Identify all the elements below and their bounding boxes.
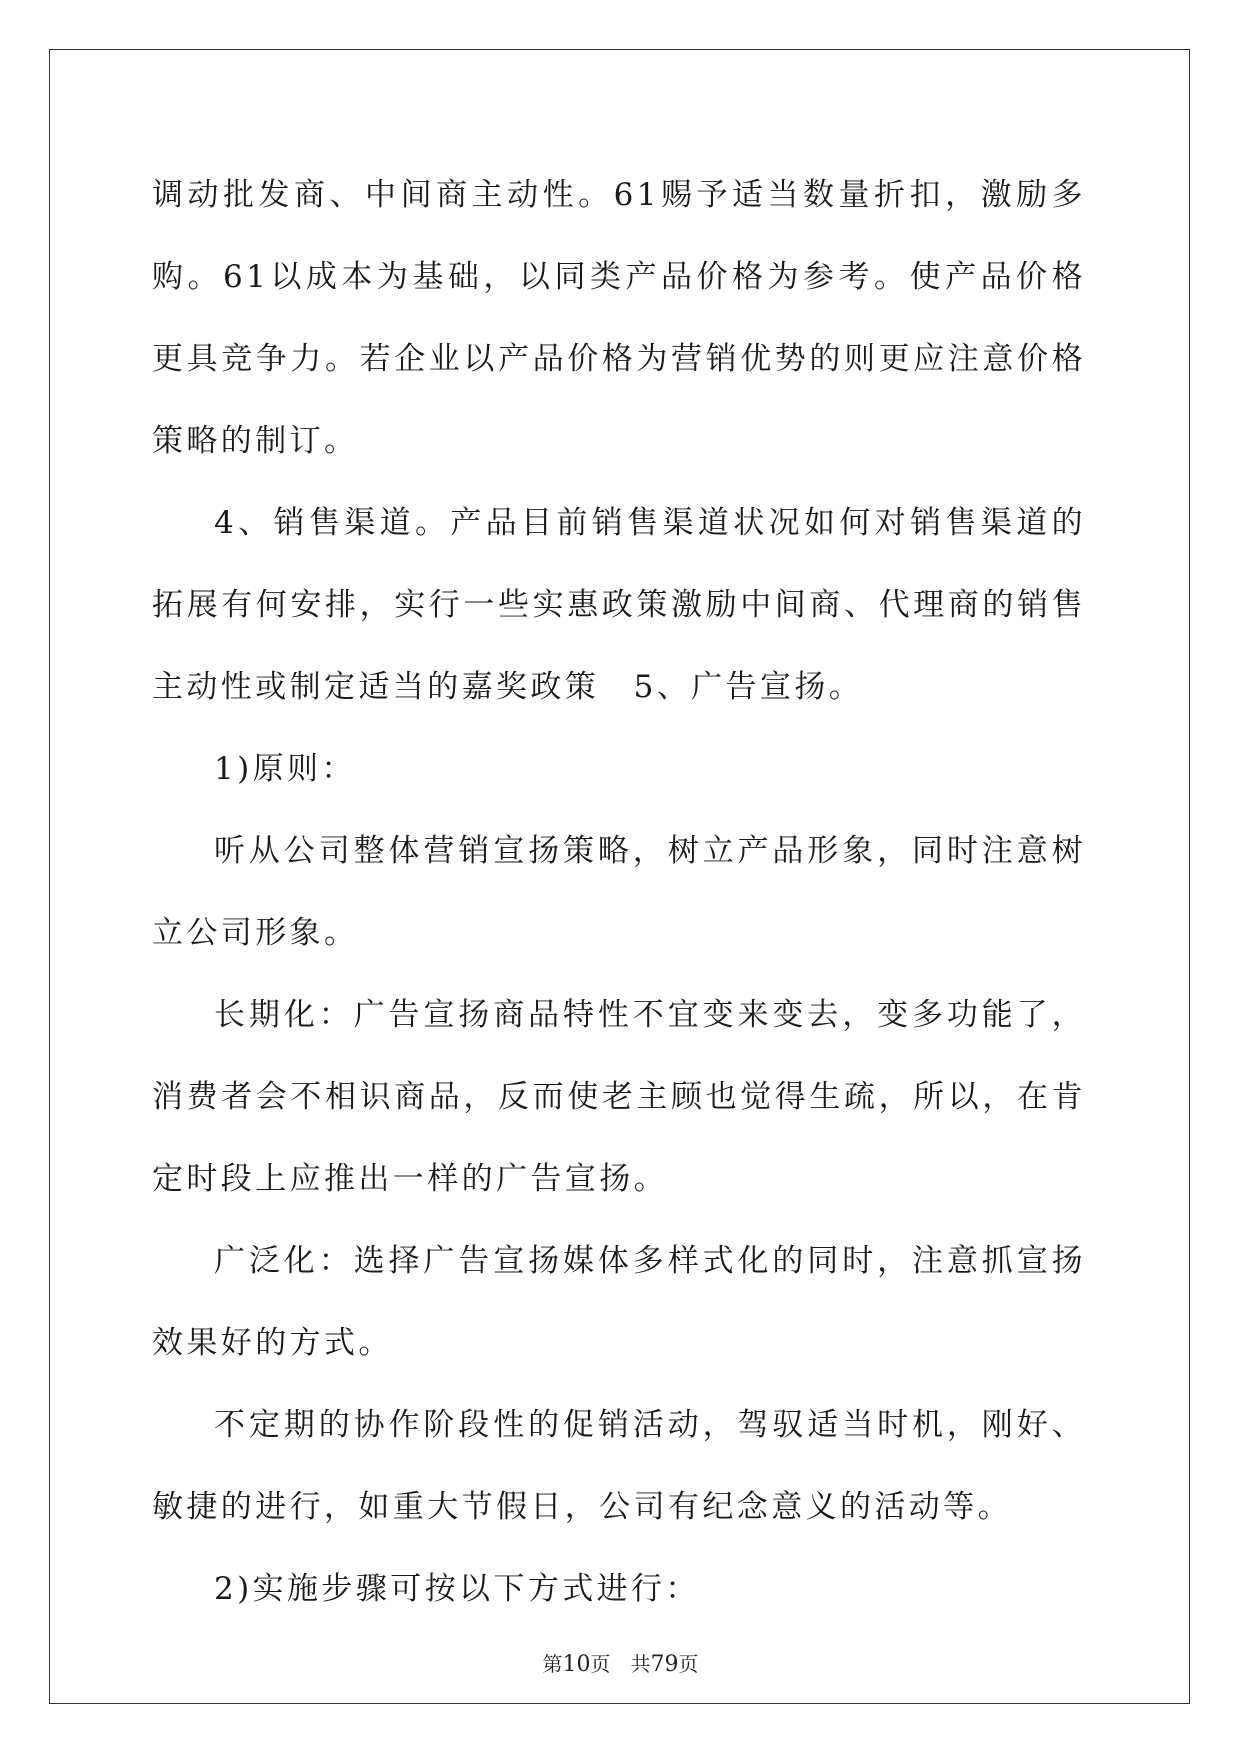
footer-middle: 页 共 [590, 1652, 651, 1676]
paragraph-1: 调动批发商、中间商主动性。61赐予适当数量折扣，激励多购。61以成本为基础，以同类产品价格为参考。使产品价格更具竞争力。若企业以产品价格为营销优势的则更应注意价格策略的制订。 [152, 177, 1086, 459]
page-footer [0, 1648, 1241, 1677]
footer-suffix: 页 [678, 1652, 699, 1676]
paragraph-8: 2)实施步骤可按以下方式进行： [214, 1571, 700, 1607]
paragraph-4: 听从公司整体营销宣扬策略，树立产品形象，同时注意树立公司形象。 [152, 833, 1086, 951]
footer-prefix: 第 [542, 1652, 563, 1676]
footer-total-pages: 79 [650, 1652, 679, 1677]
paragraph-2: 4、销售渠道。产品目前销售渠道状况如何对销售渠道的拓展有何安排，实行一些实惠政策激励中间商、代理商的销售主动性或制定适当的嘉奖政策 5、广告宣扬。 [152, 505, 1086, 705]
paragraph-7: 不定期的协作阶段性的促销活动，驾驭适当时机，刚好、敏捷的进行，如重大节假日，公司有纪念意义的活动等。 [152, 1407, 1086, 1525]
paragraph-5: 长期化：广告宣扬商品特性不宜变来变去，变多功能了，消费者会不相识商品，反而使老主顾也觉得生疏，所以，在肯定时段上应推出一样的广告宣扬。 [152, 997, 1086, 1197]
paragraph-3: 1)原则： [214, 751, 356, 787]
paragraph-6: 广泛化：选择广告宣扬媒体多样式化的同时，注意抓宣扬效果好的方式。 [152, 1243, 1086, 1361]
footer-page-number: 10 [562, 1652, 591, 1677]
document-body [152, 154, 1086, 1630]
